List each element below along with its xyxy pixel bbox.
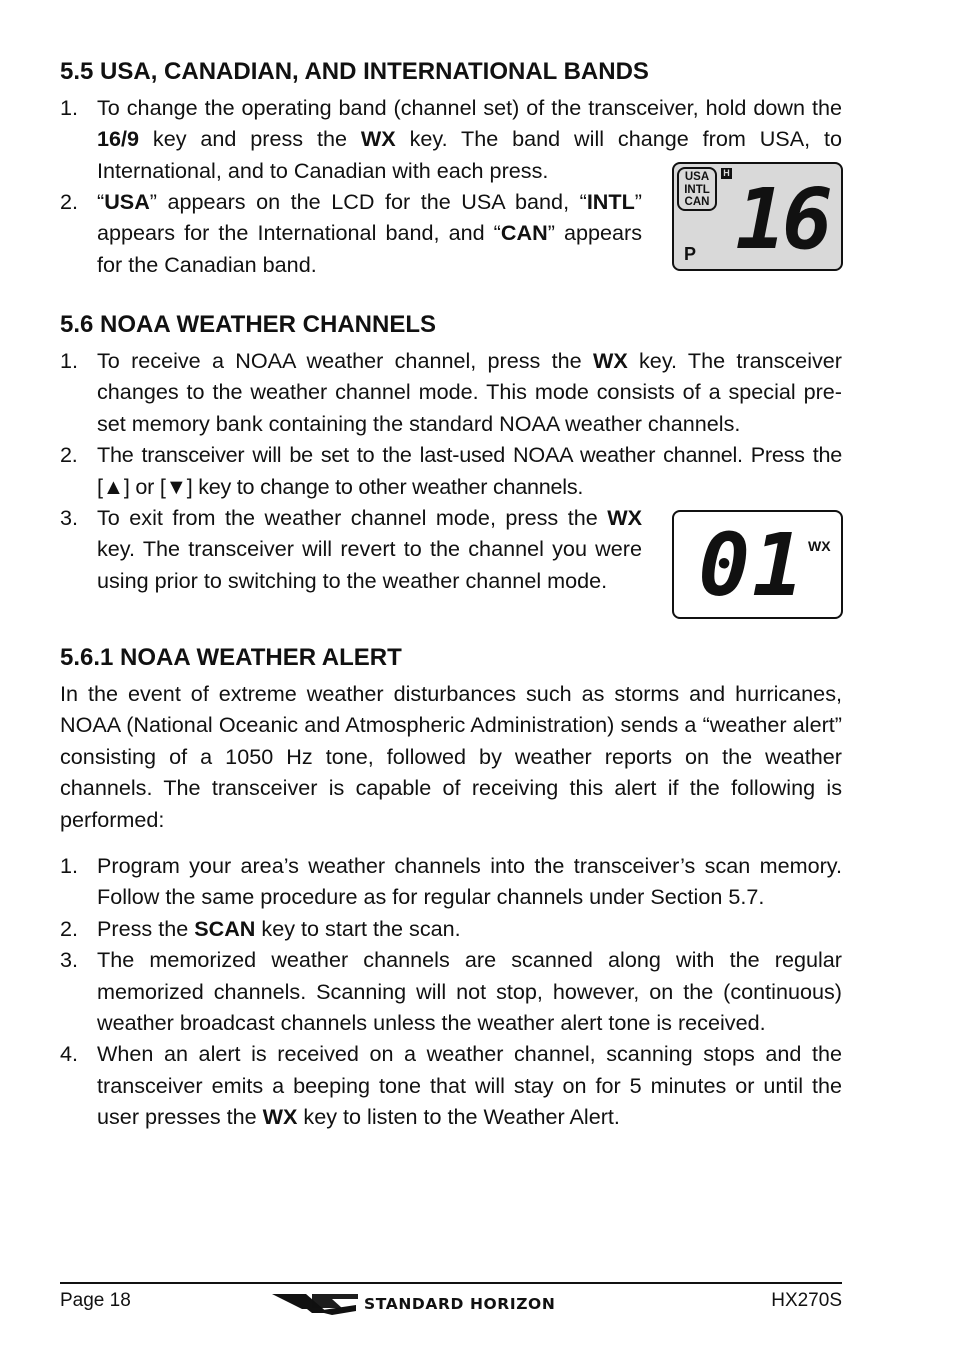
list-5-6 (60, 345, 842, 502)
list-item: 2. Press the SCAN key to start the scan. (60, 915, 461, 941)
model-number: HX270S (771, 1290, 842, 1311)
list-item: 1. Program your area’s weather channels into the transceiver’s scan memory. Follow the same procedure as for regular channels under Section 5.7. (60, 853, 842, 910)
list-item: 4. When an alert is received on a weather channel, scanning stops and the transceiver emits a beeping tone that will stay on for 5 minutes or until the user presses the WX key to listen to the Weather Alert. (60, 1041, 842, 1130)
heading-5-6: 5.6 NOAA WEATHER CHANNELS (60, 311, 437, 338)
lcd-channel-digits: 16 (735, 170, 829, 268)
lcd-weather-digits: 01 (698, 516, 806, 616)
list-item: 2. “USA” appears on the LCD for the USA band, “INTL” appears for the International band, and “CAN” appears for the Canadian band. (60, 189, 642, 277)
heading-5-6-1: 5.6.1 NOAA WEATHER ALERT (60, 644, 402, 671)
lcd-weather-display (672, 510, 843, 619)
list-item: 2. The transceiver will be set to the last-used NOAA weather channel. Press the [▲] or [▼] key to change to other weather channels. (60, 442, 842, 499)
lcd-band-display (672, 162, 843, 271)
brand-logo (272, 1290, 632, 1318)
down-arrow-icon: ▼ (165, 473, 187, 499)
page-number: Page 18 (60, 1290, 131, 1311)
wx-indicator: WX (808, 538, 831, 554)
brand-name: STANDARD HORIZON (364, 1295, 556, 1313)
list-5-5-b (60, 186, 642, 280)
alert-intro: In the event of extreme weather disturbances such as storms and hurricanes, NOAA (National Oceanic and Atmospheric Administration) sends a “weather alert” consisting of a 1050 Hz tone, followed by weather reports on the weather channels. The transceiver is capable of receiving this alert if the following is performed: (60, 681, 842, 832)
priority-indicator: P (684, 244, 697, 264)
list-item: 3. The memorized weather channels are scanned along with the regular memorized channels. Scanning will not stop, however, on the (continuous) weather broadcast channels unless the weather alert tone is received. (60, 947, 842, 1036)
high-power-indicator: H (721, 168, 732, 179)
list-5-6-1 (60, 850, 842, 1133)
footer-rule (60, 1282, 842, 1284)
brand-logo-icon (272, 1291, 358, 1317)
list-item: 1. To receive a NOAA weather channel, press the WX key. The transceiver changes to the weather channel mode. This mode consists of a special pre-set memory bank containing the standard NOAA weather channels. (60, 348, 842, 436)
up-arrow-icon: ▲ (102, 473, 124, 499)
heading-5-5: 5.5 USA, CANADIAN, AND INTERNATIONAL BANDS (60, 58, 649, 85)
list-5-6-b (60, 502, 642, 596)
list-item: 1. To change the operating band (channel set) of the transceiver, hold down the 16/9 key and press the WX key. The band will change from USA, to International, and to Canadian with each press. (60, 95, 843, 183)
list-item: 3. To exit from the weather channel mode, press the WX key. The transceiver will revert to the channel you were using prior to switching to the weather channel mode. (60, 505, 642, 593)
band-indicator: USA INTL CAN (677, 167, 717, 211)
